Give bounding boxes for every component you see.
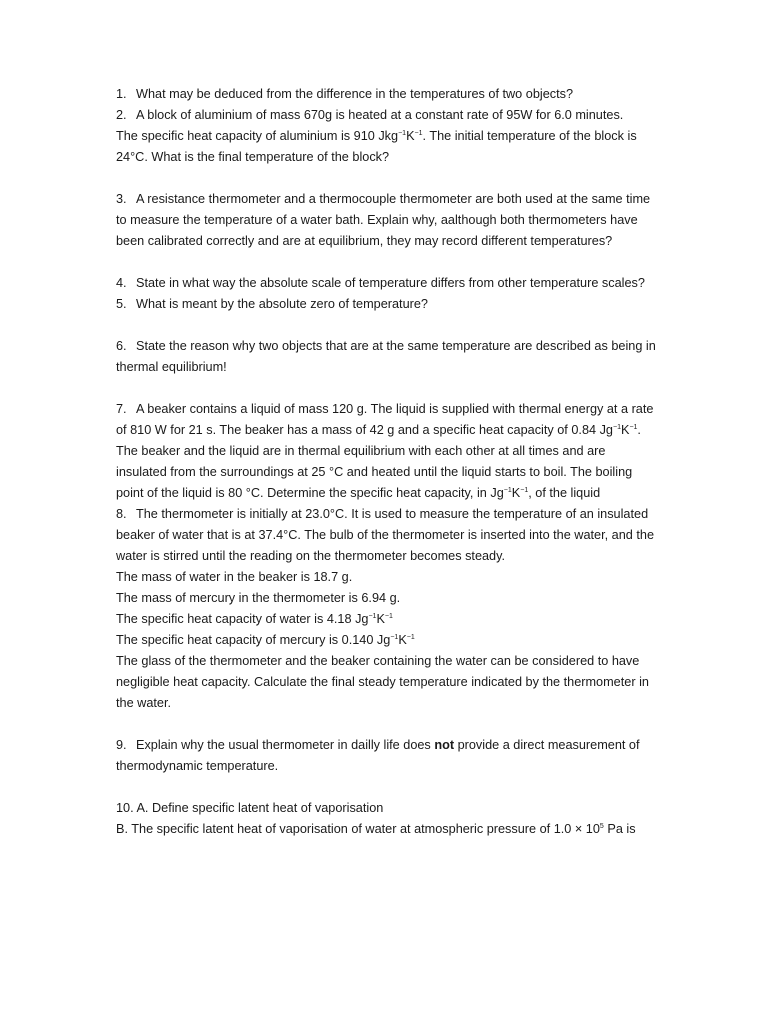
- question-4: [116, 273, 656, 294]
- question-3: [116, 189, 656, 252]
- question-8-closing: The glass of the thermometer and the beaker containing the water can be considered to have negligible heat capacity. Calculate the final steady temperature indicated by the thermometer in the water.: [116, 654, 649, 710]
- question-text: A resistance thermometer and a thermocouple thermometer are both used at the same time to measure the temperature of a water bath. Explain why, aalthough both thermometers have been calibrated correctly and are at equilibrium, they may record different temperatures?: [116, 192, 651, 248]
- question-number: 3.: [116, 192, 127, 206]
- given-shc-water: [116, 609, 656, 630]
- question-2: [116, 105, 656, 126]
- superscript: −1: [368, 612, 377, 620]
- question-5: [116, 294, 656, 315]
- question-text: The specific heat capacity of water is 4.18 Jg: [116, 612, 369, 626]
- superscript: −1: [398, 129, 407, 137]
- question-text: What is meant by the absolute zero of temperature?: [136, 297, 428, 311]
- question-text: A beaker contains a liquid of mass 120 g. The liquid is supplied with thermal energy at a rate of 810 W for 21 s. The beaker has a mass of 42 g and a specific heat capacity of 0.84 Jg: [116, 402, 654, 437]
- question-text: . The beaker and the liquid are in thermal equilibrium with each other at all times and are insulated from the surroundings at 25 °C and heated until the liquid starts to boil. The boiling point of the liquid is 80 °C. Determine the specific heat capacity, in Jg: [116, 423, 641, 500]
- question-text: 24°C. What is the final temperature of the block?: [116, 150, 390, 164]
- superscript: 5: [599, 822, 604, 830]
- question-7: [116, 399, 656, 504]
- question-10-part-a: 10. A. Define specific latent heat of vaporisation: [116, 801, 384, 815]
- question-text: The specific heat capacity of aluminium is 910 Jkg: [116, 129, 399, 143]
- question-text: K: [511, 486, 521, 500]
- question-8: [116, 504, 656, 567]
- superscript: −1: [503, 486, 512, 494]
- question-text: State in what way the absolute scale of temperature differs from other temperature scales?: [136, 276, 645, 290]
- given-mass-water: The mass of water in the beaker is 18.7 g.: [116, 570, 353, 584]
- question-number: 1.: [116, 87, 127, 101]
- question-text: , of the liquid: [528, 486, 601, 500]
- superscript: −1: [414, 129, 423, 137]
- question-text: A block of aluminium of mass 670g is heated at a constant rate of 95W for 6.0 minutes.: [136, 108, 624, 122]
- question-text: provide a direct measurement of thermodynamic temperature.: [116, 738, 640, 773]
- question-text: K: [376, 612, 385, 626]
- question-text: K: [406, 129, 415, 143]
- question-number: 6.: [116, 339, 127, 353]
- question-10-part-b: [116, 819, 656, 840]
- question-6: [116, 336, 656, 378]
- question-text: The thermometer is initially at 23.0°C. It is used to measure the temperature of an insulated beaker of water that is at 37.4°C. The bulb of the thermometer is inserted into the water, and the water is stirred until the reading on the thermometer becomes steady.: [116, 507, 655, 563]
- question-2-continuation: [116, 126, 656, 147]
- emphasis-text: not: [434, 738, 455, 752]
- question-9: [116, 735, 656, 777]
- superscript: −1: [629, 423, 638, 431]
- question-number: 8.: [116, 507, 127, 521]
- question-number: 4.: [116, 276, 127, 290]
- question-number: 2.: [116, 108, 127, 122]
- question-text: K: [398, 633, 407, 647]
- question-number: 7.: [116, 402, 127, 416]
- superscript: −1: [390, 633, 399, 641]
- question-text: . The initial temperature of the block is: [422, 129, 637, 143]
- question-1: [116, 84, 656, 105]
- question-number: 5.: [116, 297, 127, 311]
- question-text: Explain why the usual thermometer in dailly life does: [136, 738, 435, 752]
- question-text: B. The specific latent heat of vaporisation of water at atmospheric pressure of 1.0 × 10: [116, 822, 600, 836]
- document-page: [116, 84, 656, 840]
- given-shc-mercury: [116, 630, 656, 651]
- question-text: Pa is: [603, 822, 636, 836]
- superscript: −1: [520, 486, 529, 494]
- superscript: −1: [612, 423, 621, 431]
- question-text: K: [620, 423, 630, 437]
- question-text: The specific heat capacity of mercury is 0.140 Jg: [116, 633, 391, 647]
- superscript: −1: [384, 612, 393, 620]
- question-2-continuation: [116, 147, 656, 168]
- question-number: 9.: [116, 738, 127, 752]
- given-mass-mercury: The mass of mercury in the thermometer is 6.94 g.: [116, 591, 401, 605]
- superscript: −1: [406, 633, 415, 641]
- question-text: State the reason why two objects that are at the same temperature are described as being in thermal equilibrium!: [116, 339, 656, 374]
- question-text: What may be deduced from the difference in the temperatures of two objects?: [136, 87, 574, 101]
